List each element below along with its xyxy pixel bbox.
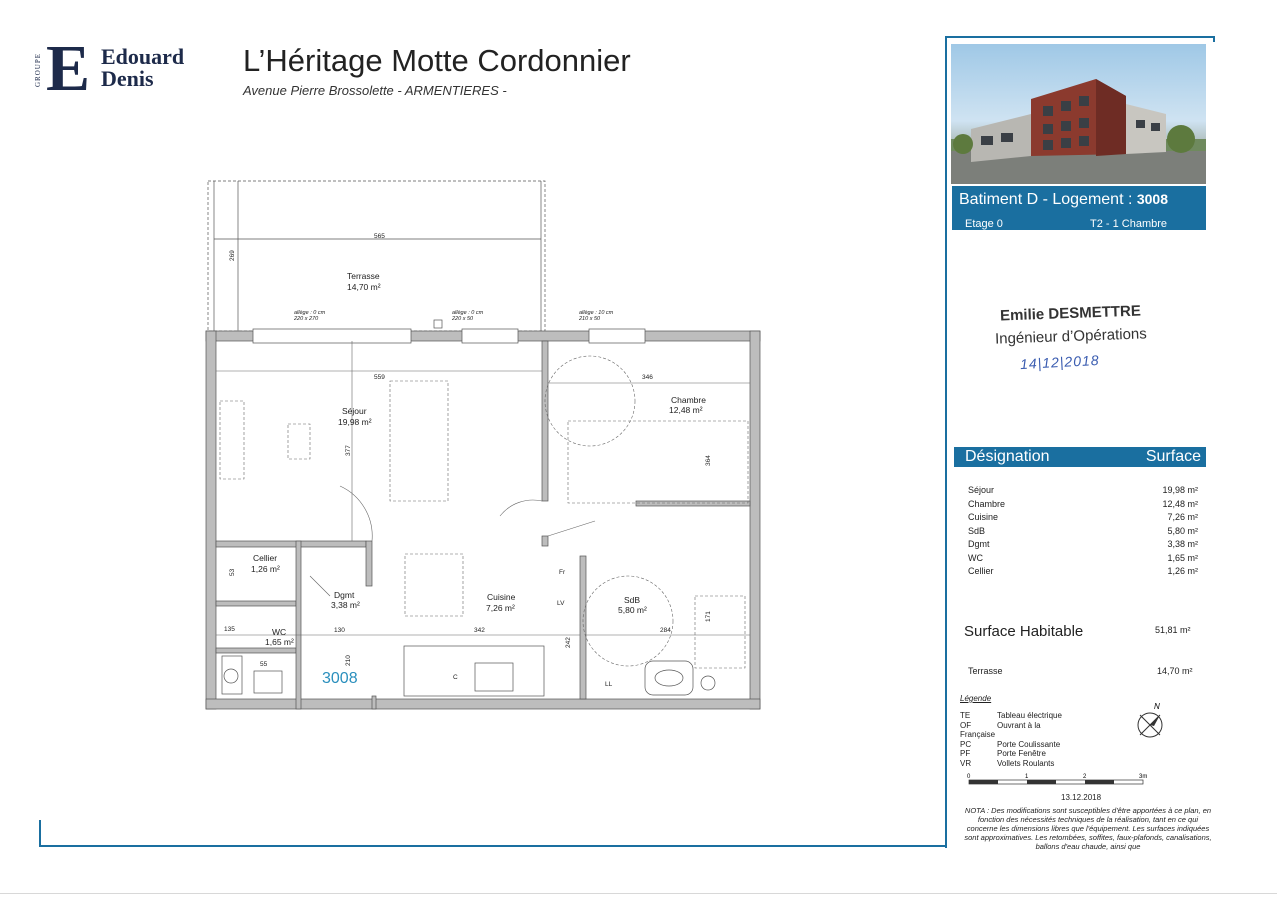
table-row <box>968 538 1198 552</box>
window-handle <box>434 320 442 328</box>
table-row <box>968 498 1198 512</box>
legend-value: Vollets Roulants <box>997 758 1055 768</box>
col-surface: Surface <box>1145 448 1201 465</box>
dim-559: 559 <box>374 374 385 381</box>
dim-55: 55 <box>260 661 268 668</box>
kitchen-sink <box>475 663 513 691</box>
sejour-area: 19,98 m² <box>338 417 372 427</box>
sejour-label: Séjour <box>342 406 367 416</box>
banner-main <box>959 191 1168 209</box>
panel-border-right <box>1213 36 1215 42</box>
cuisine-area: 7,26 m² <box>486 603 515 613</box>
table-row <box>968 511 1198 525</box>
dim-135: 135 <box>224 626 235 633</box>
legend-item <box>960 740 1062 750</box>
kitchen-counter <box>404 646 544 696</box>
logo-line1: Edouard <box>101 44 185 69</box>
row-value: 7,26 m² <box>1167 512 1198 522</box>
banner-number: 3008 <box>1136 191 1169 207</box>
sdb-area: 5,80 m² <box>618 605 647 615</box>
window2-allege: allège : 0 cm <box>452 310 484 316</box>
frame-left-line <box>39 820 41 847</box>
row-name: Cuisine <box>968 512 999 522</box>
chambre-area: 12,48 m² <box>669 405 703 415</box>
logo-letter: E <box>46 32 91 105</box>
logement-number: 3008 <box>322 670 358 687</box>
window2-size: 220 x 50 <box>452 316 474 322</box>
frame-bottom-line <box>39 845 947 847</box>
terrasse-label: Terrasse <box>968 666 1003 676</box>
dim-242: 242 <box>565 637 572 648</box>
panel-border-top <box>945 36 1215 38</box>
stamp-date: 14|12|2018 <box>1019 351 1100 373</box>
row-name: Séjour <box>968 485 995 495</box>
logo-brand <box>101 46 184 90</box>
dim-210: 210 <box>345 655 352 666</box>
legend-key: Française <box>960 730 996 739</box>
wc-label: WC <box>272 627 287 637</box>
floor-plan <box>200 176 770 716</box>
banner-building: Batiment D - Logement : <box>959 191 1137 208</box>
scale-label-1: 1 <box>1025 774 1029 780</box>
shower <box>695 596 745 668</box>
terrasse-outline <box>208 181 545 331</box>
row-value: 1,65 m² <box>1167 552 1198 563</box>
legend-item <box>960 749 1062 759</box>
terrasse-area: 14,70 m² <box>347 282 381 292</box>
legend-value: Porte Fenêtre <box>997 749 1046 758</box>
window1-allege: allège : 0 cm <box>294 310 326 316</box>
wc-bowl <box>224 669 238 683</box>
page-title: L’Héritage Motte Cordonnier <box>243 43 631 78</box>
window-sejour <box>253 329 411 343</box>
door-leaf <box>548 521 595 536</box>
building-photo <box>951 44 1206 184</box>
legend-key: TE <box>960 711 971 720</box>
banner-floor: Etage 0 <box>965 218 1003 230</box>
table-row <box>968 525 1198 539</box>
row-value: 12,48 m² <box>1162 498 1198 509</box>
north-label: N <box>1154 702 1160 711</box>
logo-groupe-text: GROUPE <box>34 53 42 88</box>
scale-label-2: 2 <box>1083 774 1087 780</box>
row-value: 5,80 m² <box>1167 525 1198 536</box>
legend-key: PF <box>960 749 971 758</box>
chambre-label: Chambre <box>671 395 706 405</box>
terrasse-value: 14,70 m² <box>1157 666 1193 676</box>
scale-label-0: 0 <box>967 774 971 780</box>
bed <box>568 421 748 503</box>
cooker-label: C <box>453 674 458 681</box>
window3-allege: allège : 10 cm <box>579 310 614 316</box>
legend-key: VR <box>960 758 972 768</box>
row-value: 19,98 m² <box>1162 485 1198 495</box>
nota-text: NOTA : Des modifications sont susceptibles d'être apportées à ce plan, en fonction des nécessités techniques de la réalisation, tant en ce qui concerne les dimensions libres que l'équipement. Les surfaces indiquées sont approximatives. Les retombées, soffites, faux-plafonds, canalisations, ballons d'eau chaude, ainsi que <box>964 806 1212 851</box>
dim-342: 342 <box>474 627 485 634</box>
legend-key: OF <box>960 720 972 730</box>
legend-value: Porte Coulissante <box>997 739 1061 749</box>
door-arc <box>340 486 372 541</box>
dgmt-area: 3,38 m² <box>331 600 360 610</box>
cuisine-label: Cuisine <box>487 592 516 602</box>
wc-basin <box>254 671 282 693</box>
page-bottom-rule <box>0 893 1277 894</box>
sofa <box>390 381 448 501</box>
scale-bar <box>965 772 1155 792</box>
legend-key: PC <box>960 739 972 749</box>
window-kitchen <box>462 329 518 343</box>
north-compass-icon <box>1132 700 1168 744</box>
bed-clearance <box>545 356 635 446</box>
row-name: Chambre <box>968 498 1006 509</box>
washer-label: LL <box>605 681 613 688</box>
dim-130: 130 <box>334 627 345 634</box>
lot-banner <box>952 186 1206 230</box>
stamp-role: Ingénieur d’Opérations <box>994 325 1148 348</box>
coffee-table <box>288 424 310 459</box>
dim-377: 377 <box>345 445 352 456</box>
legend-value: Tableau électrique <box>997 711 1062 720</box>
dgmt-label: Dgmt <box>334 590 355 600</box>
legend-item <box>960 721 1062 731</box>
door-arc <box>500 500 542 516</box>
basin <box>655 670 683 686</box>
legend-title: Légende <box>960 694 992 703</box>
row-name: SdB <box>968 525 986 536</box>
cellier-label: Cellier <box>253 553 278 563</box>
wc-area: 1,65 m² <box>265 637 294 647</box>
surface-table-header <box>954 447 1206 467</box>
dim-364: 364 <box>705 455 712 466</box>
legend-list <box>960 711 1062 768</box>
dishwasher-label: LV <box>557 600 565 607</box>
row-name: WC <box>968 552 983 563</box>
dim-53: 53 <box>229 568 236 576</box>
col-designation: Désignation <box>965 448 1050 465</box>
table-row <box>968 552 1198 566</box>
drain <box>701 676 715 690</box>
window1-size: 220 x 270 <box>294 316 319 322</box>
sdb-label: SdB <box>624 595 641 605</box>
row-name: Dgmt <box>968 539 990 549</box>
row-value: 3,38 m² <box>1167 539 1198 549</box>
legend-value: Ouvrant à la <box>997 720 1041 730</box>
habitable-value: 51,81 m² <box>1155 625 1191 635</box>
banner-type: T2 - 1 Chambre <box>1090 218 1168 230</box>
tv-unit <box>220 401 244 479</box>
window3-size: 210 x 50 <box>579 316 601 322</box>
legend-item <box>960 711 1062 721</box>
building-illustration <box>951 44 1206 184</box>
cellier-area: 1,26 m² <box>251 564 280 574</box>
legend-item <box>960 759 1062 769</box>
surface-table <box>968 484 1198 579</box>
row-name: Cellier <box>968 566 994 576</box>
dim-346: 346 <box>642 374 653 381</box>
habitable-label: Surface Habitable <box>964 623 1084 640</box>
dim-284: 284 <box>660 627 671 634</box>
legend-item <box>960 730 1062 740</box>
dining-table <box>405 554 463 616</box>
fridge-label: Fr <box>559 569 566 576</box>
scale-label-3: 3m <box>1139 774 1148 780</box>
dim-565: 565 <box>374 233 385 240</box>
sdb-clearance <box>583 576 673 666</box>
door-leaf <box>310 576 330 596</box>
table-row <box>968 565 1198 579</box>
window-chambre <box>589 329 645 343</box>
row-value: 1,26 m² <box>1167 566 1198 576</box>
panel-border-left <box>945 36 947 848</box>
logo-line2: Denis <box>101 66 154 91</box>
table-row <box>968 484 1198 498</box>
terrasse-label: Terrasse <box>347 271 380 281</box>
plan-date: 13.12.2018 <box>1061 793 1102 802</box>
dim-269: 269 <box>229 250 236 261</box>
page-subtitle: Avenue Pierre Brossolette - ARMENTIERES - <box>243 83 507 98</box>
stamp-name: Emilie DESMETTRE <box>999 302 1142 325</box>
dim-171: 171 <box>705 611 712 622</box>
